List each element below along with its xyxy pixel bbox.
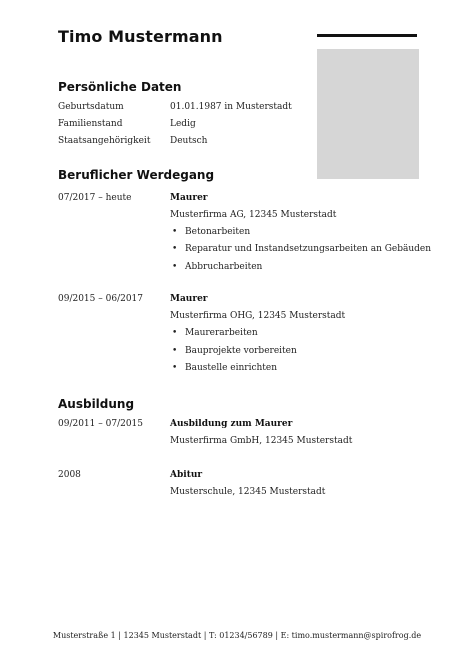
bullet-icon: • xyxy=(172,244,178,254)
cv-name: Timo Mustermann xyxy=(58,27,223,46)
bullet-icon: • xyxy=(172,346,178,356)
footer-contact: Musterstraße 1 | 12345 Musterstadt | T: 01234/56789 | E: timo.mustermann@spirofrog.de xyxy=(52,631,422,640)
task-item xyxy=(170,328,420,340)
personal-row xyxy=(58,136,418,148)
bullet-icon: • xyxy=(172,363,178,373)
job-company: Musterfirma AG, 12345 Musterstadt xyxy=(170,210,337,220)
personal-value: 01.01.1987 in Musterstadt xyxy=(170,102,292,112)
header-rule xyxy=(317,34,417,37)
personal-label: Staatsangehörigkeit xyxy=(58,136,151,146)
task-item xyxy=(170,244,432,256)
task-text: Maurerarbeiten xyxy=(185,328,258,338)
section-title-career: Beruflicher Werdegang xyxy=(58,168,215,182)
task-text: Bauprojekte vorbereiten xyxy=(185,346,297,356)
task-item xyxy=(170,262,420,274)
personal-row xyxy=(58,102,418,114)
education-period: 2008 xyxy=(58,470,81,480)
job-title: Maurer xyxy=(170,294,208,304)
job-header-row xyxy=(58,294,418,306)
task-item xyxy=(170,227,420,239)
education-institution: Musterschule, 12345 Musterstadt xyxy=(170,487,326,497)
personal-label: Geburtsdatum xyxy=(58,102,124,112)
section-title-education: Ausbildung xyxy=(58,397,135,411)
task-item xyxy=(170,363,420,375)
personal-row xyxy=(58,119,418,131)
personal-value: Ledig xyxy=(170,119,196,129)
job-title: Maurer xyxy=(170,193,208,203)
job-company: Musterfirma OHG, 12345 Musterstadt xyxy=(170,311,346,321)
education-header-row xyxy=(58,419,418,431)
bullet-icon: • xyxy=(172,227,178,237)
job-company-row xyxy=(58,210,418,222)
task-text: Baustelle einrichten xyxy=(185,363,278,373)
education-title: Abitur xyxy=(170,470,203,480)
personal-label: Familienstand xyxy=(58,119,123,129)
bullet-icon: • xyxy=(172,262,178,272)
education-header-row xyxy=(58,470,418,482)
task-text: Betonarbeiten xyxy=(185,227,251,237)
job-period: 07/2017 – heute xyxy=(58,193,132,203)
task-text: Abbrucharbeiten xyxy=(185,262,263,272)
education-period: 09/2011 – 07/2015 xyxy=(58,419,143,429)
education-title: Ausbildung zum Maurer xyxy=(170,419,293,429)
education-institution: Musterfirma GmbH, 12345 Musterstadt xyxy=(170,436,353,446)
section-title-personal: Persönliche Daten xyxy=(58,80,182,94)
education-institution-row xyxy=(58,436,418,448)
job-period: 09/2015 – 06/2017 xyxy=(58,294,143,304)
job-company-row xyxy=(58,311,418,323)
bullet-icon: • xyxy=(172,328,178,338)
task-text: Reparatur und Instandsetzungsarbeiten an Gebäuden xyxy=(185,244,432,254)
photo-placeholder xyxy=(317,49,419,179)
education-institution-row xyxy=(58,487,418,499)
personal-value: Deutsch xyxy=(170,136,208,146)
task-item xyxy=(170,346,420,358)
job-header-row xyxy=(58,193,418,205)
